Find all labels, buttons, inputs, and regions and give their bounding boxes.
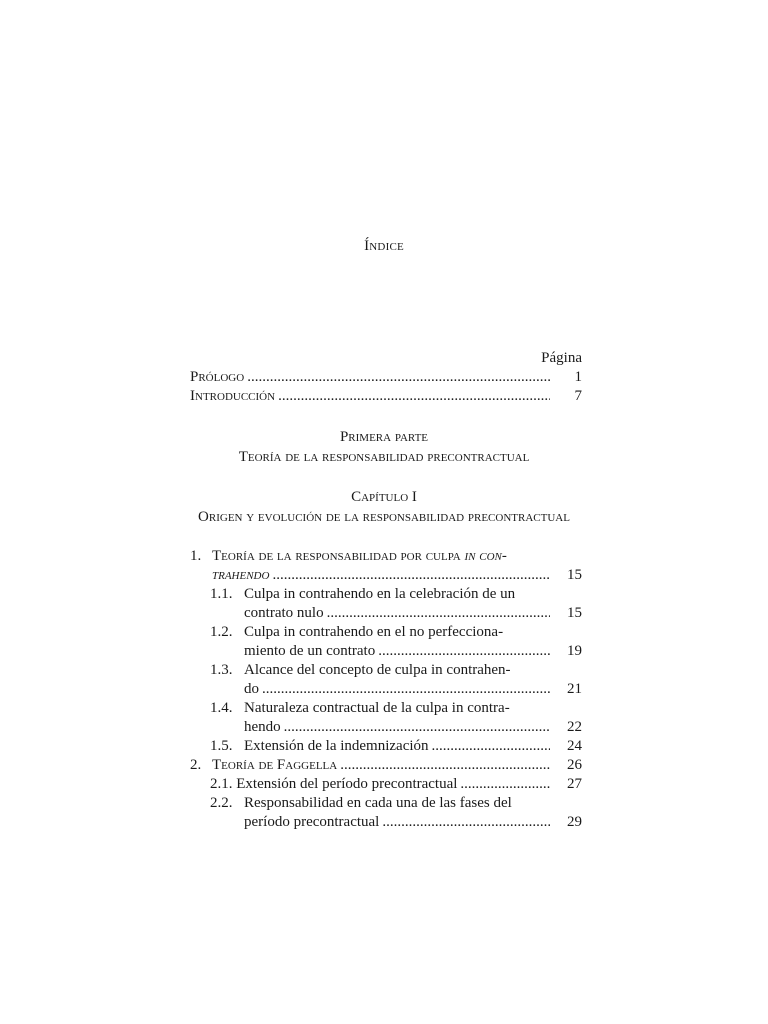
entry-number: 1.4. [210, 700, 233, 716]
dot-leader [262, 680, 550, 699]
chapter-title: Capítulo I [351, 489, 417, 505]
entry-title-continued: miento de un contrato [244, 643, 376, 659]
front-matter-list [190, 368, 582, 406]
entry-title-continued: contrato nulo [244, 605, 324, 621]
toc-entry-1-5[interactable] [190, 737, 582, 756]
toc-entry-1-3-line1[interactable] [190, 661, 582, 680]
toc-entry-2-2-line2[interactable] [190, 813, 582, 832]
toc-entry-1-1-line1[interactable] [190, 585, 582, 604]
chapter-subtitle: Origen y evolución de la responsabilidad precontractual [198, 509, 570, 525]
entry-title: Extensión de la indemnización [244, 738, 429, 754]
entry-title: Responsabilidad en cada una de las fases del [244, 795, 512, 811]
entry-title: 2.1. Extensión del período precontractual [210, 776, 458, 792]
toc-entry-page: 22 [567, 719, 582, 735]
dot-leader [327, 604, 550, 623]
entry-number: 2. [190, 757, 202, 773]
chapter-entries [190, 547, 582, 832]
entry-title-continued: trahendo [212, 567, 270, 583]
entry-number: 1.5. [210, 738, 233, 754]
toc-entry-page: 15 [567, 605, 582, 621]
dot-leader [284, 718, 550, 737]
index-title: Índice [364, 238, 404, 254]
dot-leader [382, 813, 550, 832]
entry-title-continued: período precontractual [244, 814, 380, 830]
toc-entry-2-2-line1[interactable] [190, 794, 582, 813]
toc-entry-page: 21 [567, 681, 582, 697]
toc-entry-1-4-line2[interactable] [190, 718, 582, 737]
entry-title-continued: do [244, 681, 259, 697]
toc-entry-page: 24 [567, 738, 582, 754]
part-title: Primera parte [339, 429, 429, 445]
dot-leader [340, 756, 550, 775]
toc-entry-label: Prólogo [190, 369, 245, 385]
dot-leader [378, 642, 550, 661]
entry-number: 1.2. [210, 624, 233, 640]
toc-entry-page: 27 [567, 776, 582, 792]
toc-entry-1-3-line2[interactable] [190, 680, 582, 699]
toc-entry-1-2-line2[interactable] [190, 642, 582, 661]
toc-entry-2[interactable] [190, 756, 582, 775]
toc-entry-page: 15 [567, 567, 582, 583]
toc-entry-2-1[interactable] [190, 775, 582, 794]
dot-leader [278, 387, 550, 406]
page-column-header: Página [541, 350, 582, 366]
toc-entry-1-1-line2[interactable] [190, 604, 582, 623]
entry-title: Teoría de Faggella [212, 757, 338, 773]
chapter-heading [0, 487, 768, 527]
toc-entry-page: 1 [574, 369, 582, 385]
toc-entry-page: 26 [567, 757, 582, 773]
dot-leader [272, 566, 550, 585]
toc-entry-1-2-line1[interactable] [190, 623, 582, 642]
entry-title: Culpa in contrahendo en la celebración de un [244, 586, 516, 602]
toc-entry-1-line2[interactable] [190, 566, 582, 585]
entry-title-italic: in con- [464, 548, 507, 564]
entry-title: Alcance del concepto de culpa in contrahen- [244, 662, 511, 678]
toc-entry-introduccion[interactable] [190, 387, 582, 406]
entry-number: 1.1. [210, 586, 233, 602]
toc-entry-label: Introducción [190, 388, 276, 404]
toc-entry-1-4-line1[interactable] [190, 699, 582, 718]
entry-title: Naturaleza contractual de la culpa in contra- [244, 700, 510, 716]
dot-leader [460, 775, 550, 794]
toc-entry-page: 29 [567, 814, 582, 830]
dot-leader [247, 368, 550, 387]
entry-number: 2.2. [210, 795, 233, 811]
entry-title: Teoría de la responsabilidad por culpa [212, 548, 465, 564]
part-subtitle: Teoría de la responsabilidad precontractual [238, 449, 530, 465]
toc-entry-prologo[interactable] [190, 368, 582, 387]
toc-entry-page: 19 [567, 643, 582, 659]
toc-entry-page: 7 [574, 388, 582, 404]
entry-title-continued: hendo [244, 719, 281, 735]
part-heading [0, 427, 768, 467]
entry-number: 1.3. [210, 662, 233, 678]
entry-number: 1. [190, 548, 202, 564]
toc-entry-1-line1[interactable] [190, 547, 582, 566]
entry-title: Culpa in contrahendo en el no perfecciona- [244, 624, 504, 640]
dot-leader [432, 737, 550, 756]
